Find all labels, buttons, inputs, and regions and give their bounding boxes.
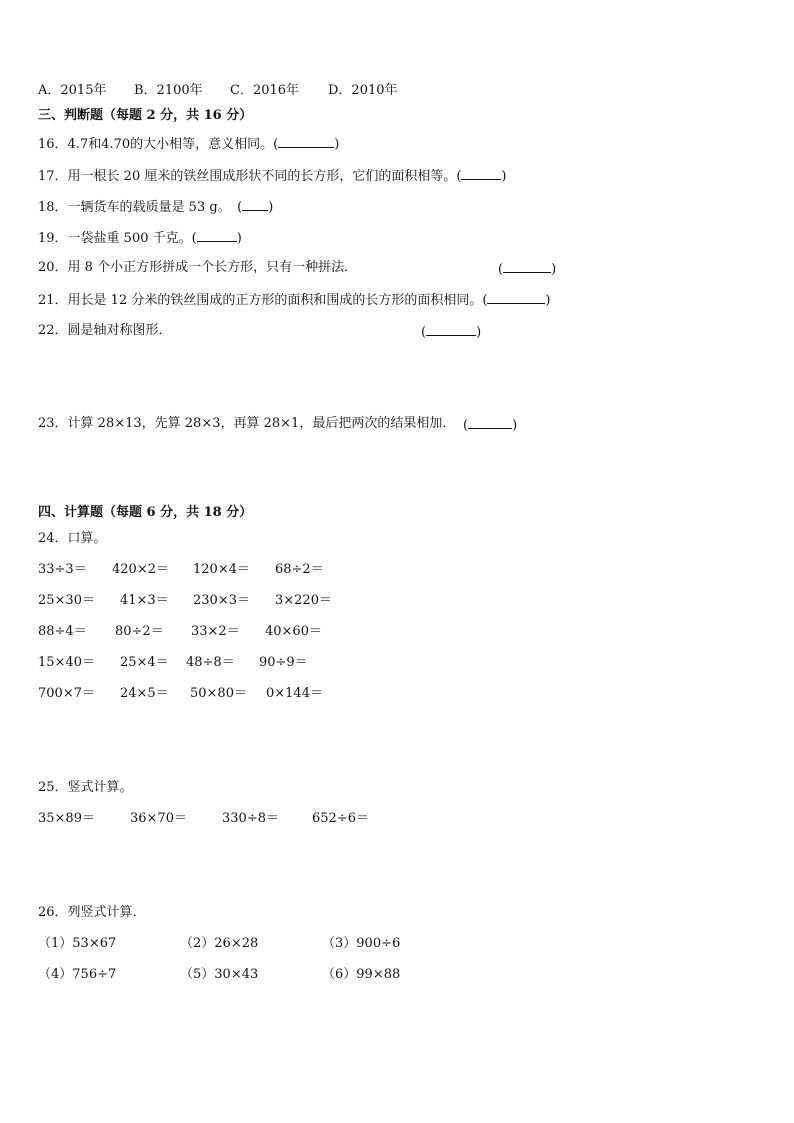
calc-item: 25×4＝ (120, 655, 169, 670)
question-16 (38, 134, 339, 154)
calc-item: （5）30×43 (180, 967, 259, 982)
answer-blank[interactable] (503, 259, 551, 273)
q19-text: 19．一袋盐重 500 千克。( (38, 231, 197, 246)
q25-label: 25．竖式计算。 (38, 780, 133, 795)
calc-item: 35×89＝ (38, 811, 95, 826)
answer-blank[interactable] (426, 322, 476, 336)
q17-text: 17．用一根长 20 厘米的铁丝围成形状不同的长方形，它们的面积相等。( (38, 169, 462, 184)
calc-item: 3×220＝ (275, 593, 332, 608)
paren-close: ) (512, 418, 518, 433)
question-18 (38, 197, 273, 217)
calc-item: 230×3＝ (193, 593, 250, 608)
q16-text: 16．4.7和4.70的大小相等，意义相同。( (38, 137, 279, 152)
q21-text: 21．用长是 12 分米的铁丝围成的正方形的面积和围成的长方形的面积相同。( (38, 293, 488, 308)
calc-item: 24×5＝ (120, 686, 169, 701)
answer-blank[interactable] (487, 290, 545, 304)
q26-label: 26．列竖式计算． (38, 905, 146, 920)
question-17 (38, 166, 507, 186)
paren-open: ( (463, 418, 469, 433)
paren-close: ) (476, 325, 482, 340)
paren-close: ) (545, 293, 551, 308)
option-d: D．2010年 (328, 83, 398, 98)
q22-answer (421, 322, 481, 342)
answer-blank[interactable] (461, 166, 501, 180)
calc-item: 41×3＝ (120, 593, 169, 608)
q18-text: 18．一辆货车的载质量是 53 g。 ( (38, 200, 243, 215)
calc-item: 68÷2＝ (275, 562, 324, 577)
calc-item: 420×2＝ (112, 562, 169, 577)
calc-item: 40×60＝ (265, 624, 322, 639)
paren-open: ( (421, 325, 427, 340)
calc-item: 120×4＝ (193, 562, 250, 577)
answer-blank[interactable] (278, 134, 334, 148)
calc-item: （6）99×88 (322, 967, 401, 982)
q20-text: 20．用 8 个小正方形拼成一个长方形，只有一种拼法． (38, 260, 358, 275)
calc-item: 0×144＝ (266, 686, 323, 701)
calc-item: 90÷9＝ (259, 655, 308, 670)
calc-item: （2）26×28 (180, 936, 259, 951)
answer-blank[interactable] (468, 415, 512, 429)
calc-item: （3）900÷6 (322, 936, 401, 951)
calc-item: 50×80＝ (190, 686, 247, 701)
paren-close: ) (236, 231, 242, 246)
paren-close: ) (501, 169, 507, 184)
q20-answer (498, 259, 556, 279)
calc-item: 25×30＝ (38, 593, 95, 608)
calc-item: 15×40＝ (38, 655, 95, 670)
answer-blank[interactable] (197, 228, 237, 242)
calc-item: （4）756÷7 (38, 967, 117, 982)
calc-item: （1）53×67 (38, 936, 117, 951)
question-19 (38, 228, 242, 248)
section4-title: 四、计算题（每题 6 分，共 18 分） (38, 505, 253, 520)
calc-item: 33×2＝ (191, 624, 240, 639)
calc-item: 88÷4＝ (38, 624, 87, 639)
option-b: B．2100年 (134, 83, 203, 98)
calc-item: 652÷6＝ (312, 811, 369, 826)
question-21 (38, 290, 551, 310)
calc-item: 80÷2＝ (115, 624, 164, 639)
option-a: A．2015年 (38, 83, 107, 98)
calc-item: 700×7＝ (38, 686, 95, 701)
q23-answer (463, 415, 517, 435)
paren-close: ) (334, 137, 340, 152)
calc-item: 330÷8＝ (222, 811, 279, 826)
calc-item: 33÷3＝ (38, 562, 87, 577)
calc-item: 48÷8＝ (186, 655, 235, 670)
q23-text: 23．计算 28×13，先算 28×3，再算 28×1，最后把两次的结果相加． (38, 416, 456, 431)
paren-close: ) (268, 200, 274, 215)
option-c: C．2016年 (230, 83, 300, 98)
calc-item: 36×70＝ (130, 811, 187, 826)
q22-text: 22．圆是轴对称图形． (38, 323, 172, 338)
paren-open: ( (498, 262, 504, 277)
paren-close: ) (551, 262, 557, 277)
answer-blank[interactable] (242, 197, 268, 211)
section3-title: 三、判断题（每题 2 分，共 16 分） (38, 108, 253, 123)
q24-label: 24．口算。 (38, 531, 107, 546)
